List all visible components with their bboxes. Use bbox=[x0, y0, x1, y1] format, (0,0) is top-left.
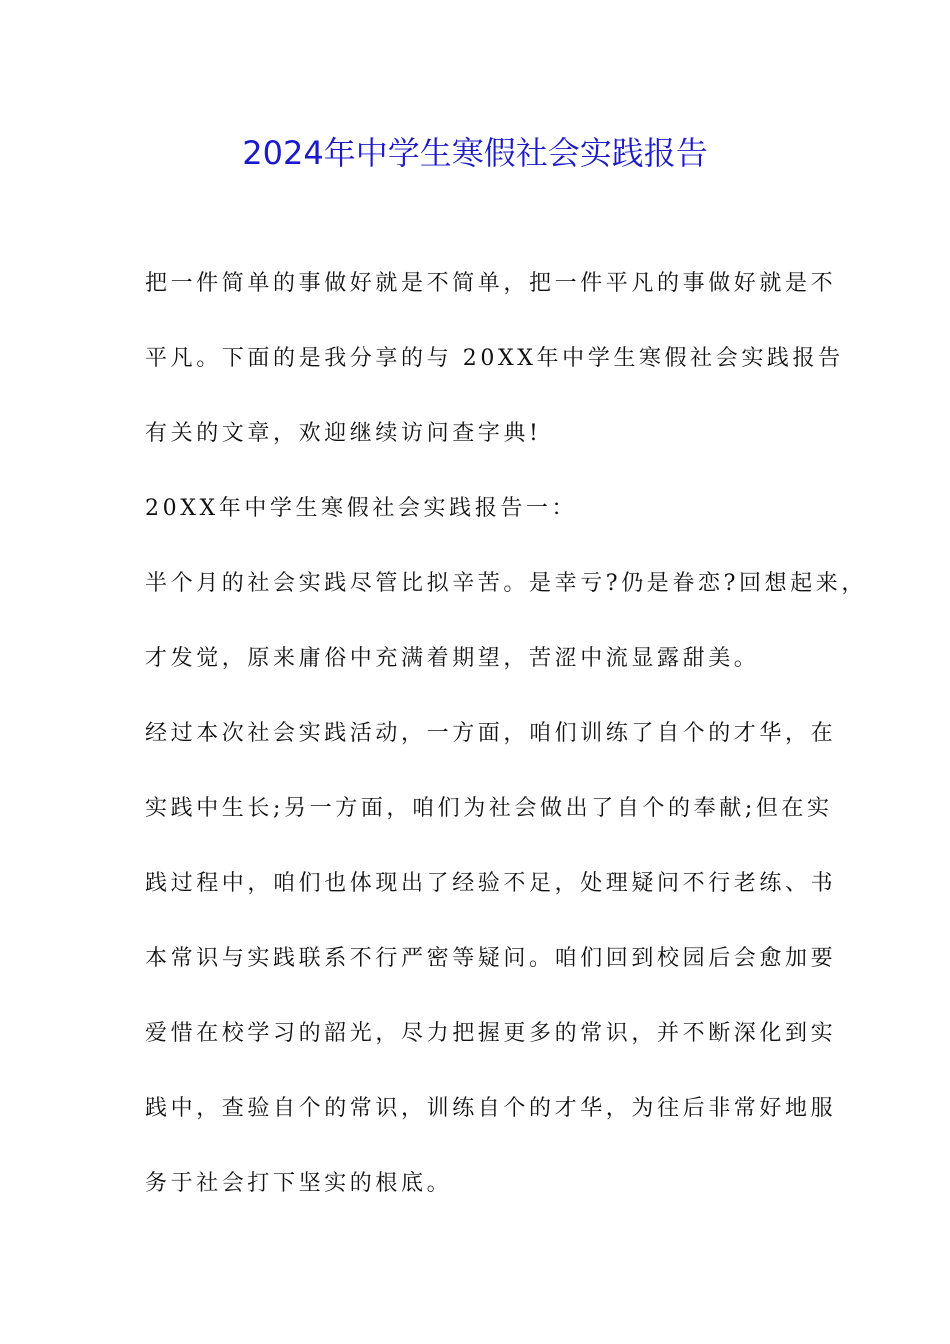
paragraph-line: 践过程中，咱们也体现出了经验不足，处理疑问不行老练、书 bbox=[145, 871, 837, 896]
document-title: 2024年中学生寒假社会实践报告 bbox=[242, 134, 708, 172]
paragraph-line: 20XX年中学生寒假社会实践报告一： bbox=[145, 496, 578, 521]
paragraph-line: 实践中生长;另一方面，咱们为社会做出了自个的奉献;但在实 bbox=[145, 796, 833, 821]
paragraph-line: 半个月的社会实践尽管比拟辛苦。是幸亏?仍是眷恋?回想起来， bbox=[145, 571, 867, 596]
paragraph-line: 务于社会打下坚实的根底。 bbox=[145, 1171, 453, 1196]
paragraph-line: 平凡。下面的是我分享的与 20XX年中学生寒假社会实践报告 bbox=[145, 346, 844, 371]
paragraph-line: 把一件简单的事做好就是不简单，把一件平凡的事做好就是不 bbox=[145, 271, 837, 296]
paragraph-line: 本常识与实践联系不行严密等疑问。咱们回到校园后会愈加要 bbox=[145, 946, 837, 971]
paragraph-line: 有关的文章，欢迎继续访问查字典! bbox=[145, 421, 542, 446]
paragraph-line: 经过本次社会实践活动，一方面，咱们训练了自个的才华，在 bbox=[145, 721, 837, 746]
paragraph-line: 践中，查验自个的常识，训练自个的才华，为往后非常好地服 bbox=[145, 1096, 837, 1121]
paragraph-line: 爱惜在校学习的韶光，尽力把握更多的常识，并不断深化到实 bbox=[145, 1021, 837, 1046]
paragraph-line: 才发觉，原来庸俗中充满着期望，苦涩中流显露甜美。 bbox=[145, 646, 760, 671]
